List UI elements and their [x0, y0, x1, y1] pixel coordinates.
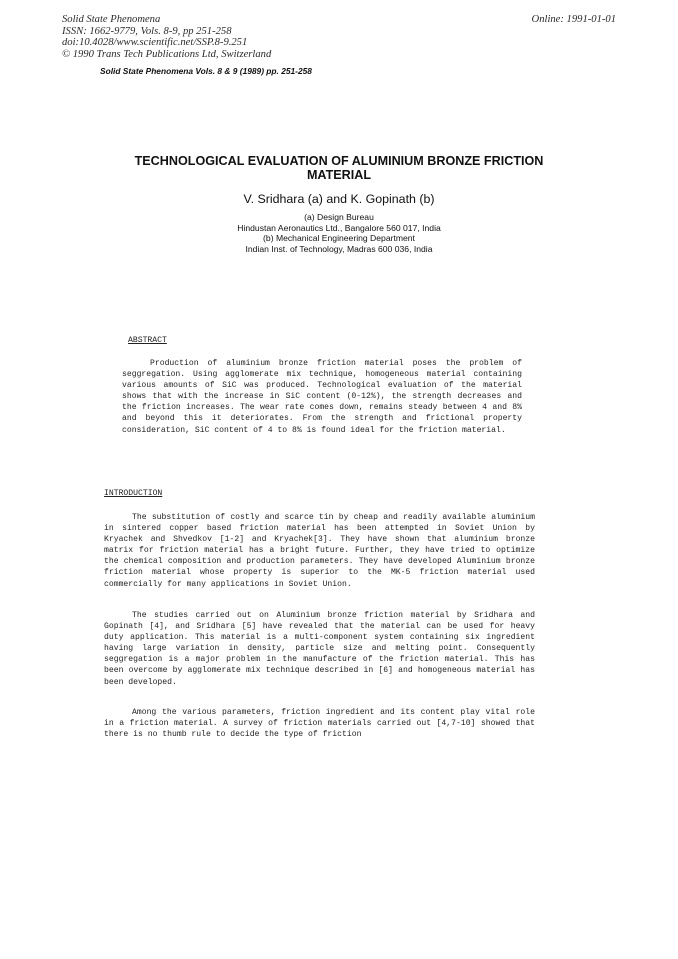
authors: V. Sridhara (a) and K. Gopinath (b) [243, 192, 435, 206]
online-date: Online: 1991-01-01 [531, 14, 616, 25]
meta-copyright: © 1990 Trans Tech Publications Ltd, Switzerland [62, 48, 272, 60]
affiliation-line: (b) Mechanical Engineering Department [263, 233, 415, 244]
title-line-1: TECHNOLOGICAL EVALUATION OF ALUMINIUM BRONZE FRICTION [134, 154, 544, 168]
publication-meta [62, 14, 271, 60]
paragraph-text: Among the various parameters, friction ingredient and its content play vital role in a friction material. A survey of friction materials carried out [4,7-10] showed that there is no thumb rule to decide the type of friction [104, 708, 535, 740]
meta-issn: ISSN: 1662-9779, Vols. 8-9, pp 251-258 [62, 25, 232, 37]
abstract-text: Production of aluminium bronze friction material poses the problem of seggregation. Using agglomerate mix technique, homogeneous material containing various amounts of SiC was produced. Technological evaluation of the material shows that with the increase in SiC content (0-12%), the strength decreases and the friction increases. The wear rate comes down, remains steady between 4 and 8% and beyond this it deteriorates. From the strength and frictional property consideration, SiC content of 4 to 8% is found ideal for the friction material. [122, 359, 522, 435]
paragraph-text: The studies carried out on Aluminium bronze friction material by Sridhara and Gopinath [4], and Sridhara [5] have revealed that the material can be used for heavy duty application. This material is a multi-component system containing six ingredient having large variation in density, particle size and melting point. Consequently seggregation is a major problem in the manufacture of the friction material. This has been overcome by agglomerate mix technique described in [6] and homogeneous material has been developed. [104, 611, 535, 687]
meta-doi: doi:10.4028/www.scientific.net/SSP.8-9.251 [62, 37, 248, 49]
meta-journal: Solid State Phenomena [62, 14, 161, 25]
affiliations [90, 212, 588, 255]
paper-title [90, 154, 588, 182]
paragraph-text: The substitution of costly and scarce tin by cheap and readily available aluminium in sintered copper based friction material has been attempted in Soviet Union by Kryachek and Shvedkov [1-2] and Kryachek[3]. They have shown that aluminium bronze matrix for friction material has a bright future. Further, they have tried to optimize the chemical composition and production parameters. They have developed Aluminium bronze friction material whose property is superior to the MK-5 friction material used commercially for many applications in Soviet Union. [104, 513, 535, 589]
abstract-heading: ABSTRACT [128, 336, 167, 345]
introduction-paragraph-1 [104, 512, 535, 590]
affiliation-line: Indian Inst. of Technology, Madras 600 036, India [245, 244, 433, 255]
affiliation-line: Hindustan Aeronautics Ltd., Bangalore 560 017, India [237, 222, 441, 233]
abstract-body [122, 358, 522, 436]
introduction-paragraph-3 [104, 707, 535, 740]
journal-volume-line: Solid State Phenomena Vols. 8 & 9 (1989) pp. 251-258 [100, 66, 312, 76]
affiliation-line: (a) Design Bureau [304, 212, 374, 222]
introduction-paragraph-2 [104, 610, 535, 688]
title-line-2: MATERIAL [306, 168, 372, 182]
introduction-heading: INTRODUCTION [104, 489, 163, 498]
